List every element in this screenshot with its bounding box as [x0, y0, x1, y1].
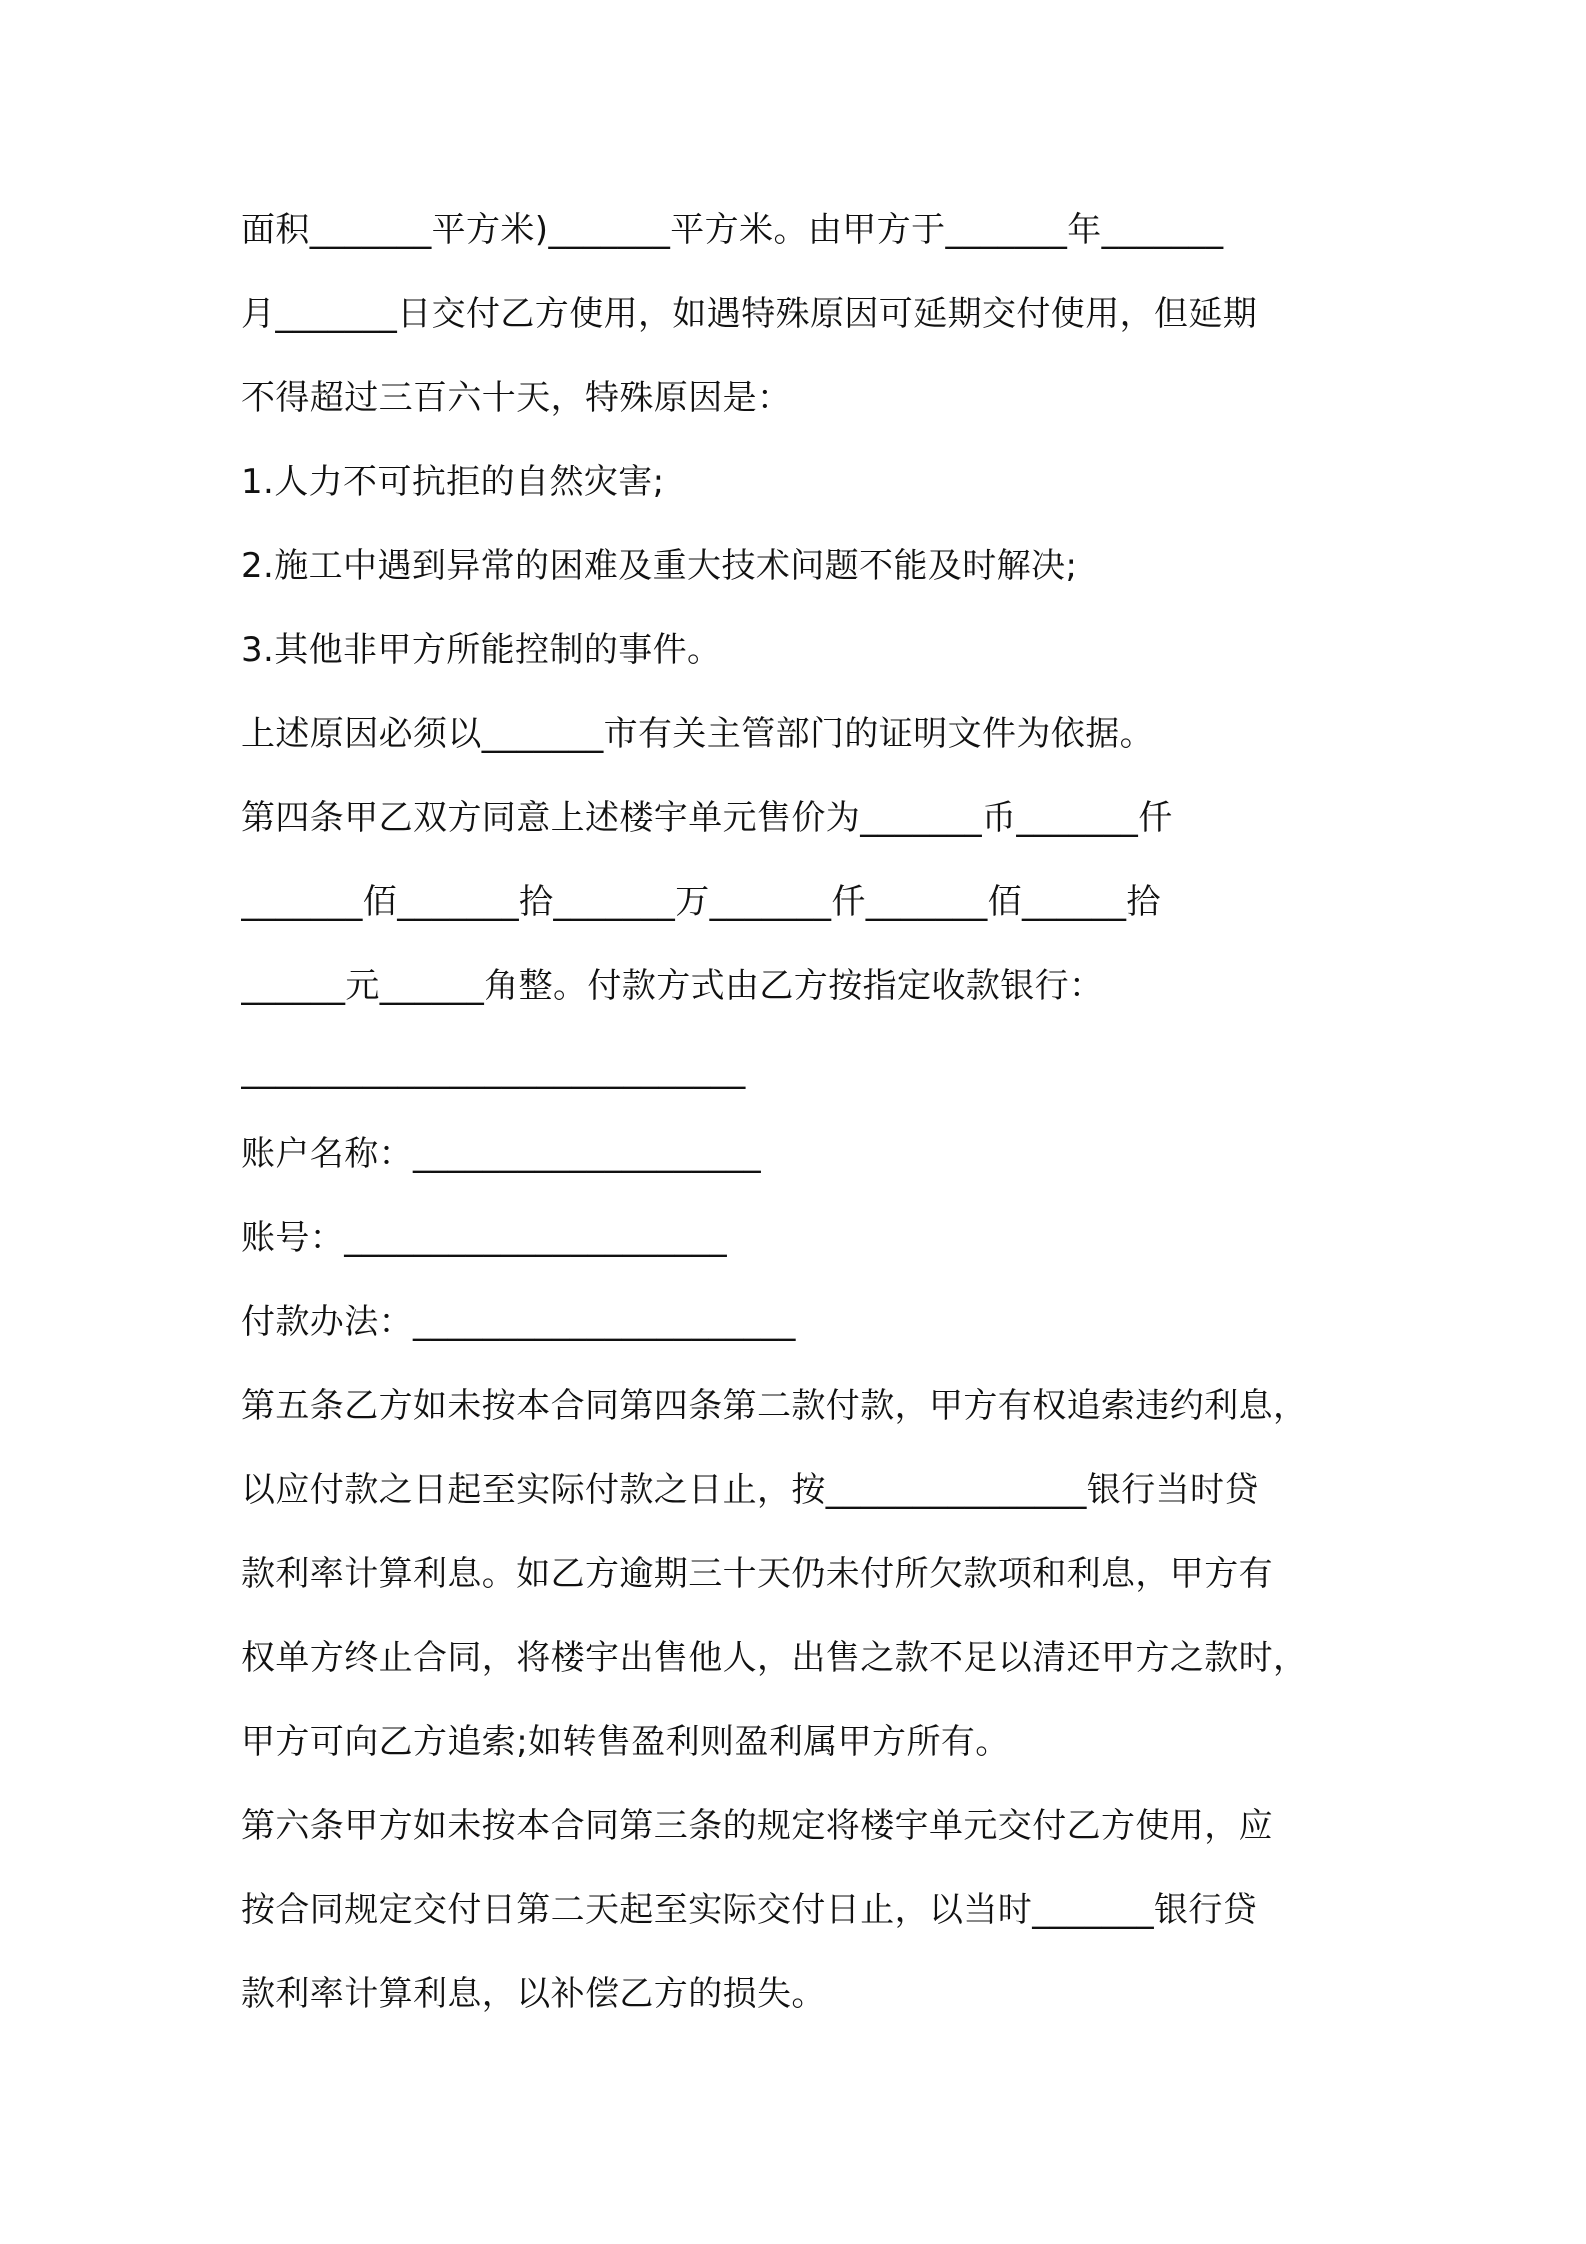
article-six-line: 第六条甲方如未按本合同第三条的规定将楼宇单元交付乙方使用，应: [241, 1806, 1273, 1846]
text-line: _______佰_______拾_______万_______仟_______佰______拾: [241, 882, 1161, 922]
article-five-line: 第五条乙方如未按本合同第四条第二款付款，甲方有权追索违约利息，: [241, 1386, 1308, 1426]
account-name-line: 账户名称：____________________: [241, 1134, 761, 1174]
text-line: 按合同规定交付日第二天起至实际交付日止，以当时_______银行贷: [241, 1890, 1258, 1930]
payment-method-line: 付款办法：______________________: [241, 1302, 796, 1342]
text-line: 面积_______平方米)_______平方米。由甲方于_______年_______: [241, 210, 1224, 250]
article-four-line: 第四条甲乙双方同意上述楼宇单元售价为_______币_______仟: [241, 798, 1173, 838]
list-item: 3.其他非甲方所能控制的事件。: [241, 630, 722, 670]
account-number-line: 账号：______________________: [241, 1218, 727, 1258]
text-line: 款利率计算利息，以补偿乙方的损失。: [241, 1974, 826, 2014]
list-item: 2.施工中遇到异常的困难及重大技术问题不能及时解决;: [241, 546, 1078, 586]
text-line: 以应付款之日起至实际付款之日止，按_______________银行当时贷: [241, 1470, 1259, 1510]
text-line: 月_______日交付乙方使用，如遇特殊原因可延期交付使用，但延期: [241, 294, 1258, 334]
text-line: ______元______角整。付款方式由乙方按指定收款银行：: [241, 966, 1104, 1006]
contract-body: [241, 200, 1381, 2048]
text-line: 甲方可向乙方追索;如转售盈利则盈利属甲方所有。: [241, 1722, 1010, 1762]
text-line: 上述原因必须以_______市有关主管部门的证明文件为依据。: [241, 714, 1154, 754]
list-item: 1.人力不可抗拒的自然灾害;: [241, 462, 665, 502]
text-line: 款利率计算利息。如乙方逾期三十天仍未付所欠款项和利息，甲方有: [241, 1554, 1273, 1594]
text-line: 权单方终止合同，将楼宇出售他人，出售之款不足以清还甲方之款时，: [241, 1638, 1308, 1678]
bank-blank-line: _____________________________: [241, 1050, 746, 1090]
text-line: 不得超过三百六十天，特殊原因是：: [241, 378, 792, 418]
